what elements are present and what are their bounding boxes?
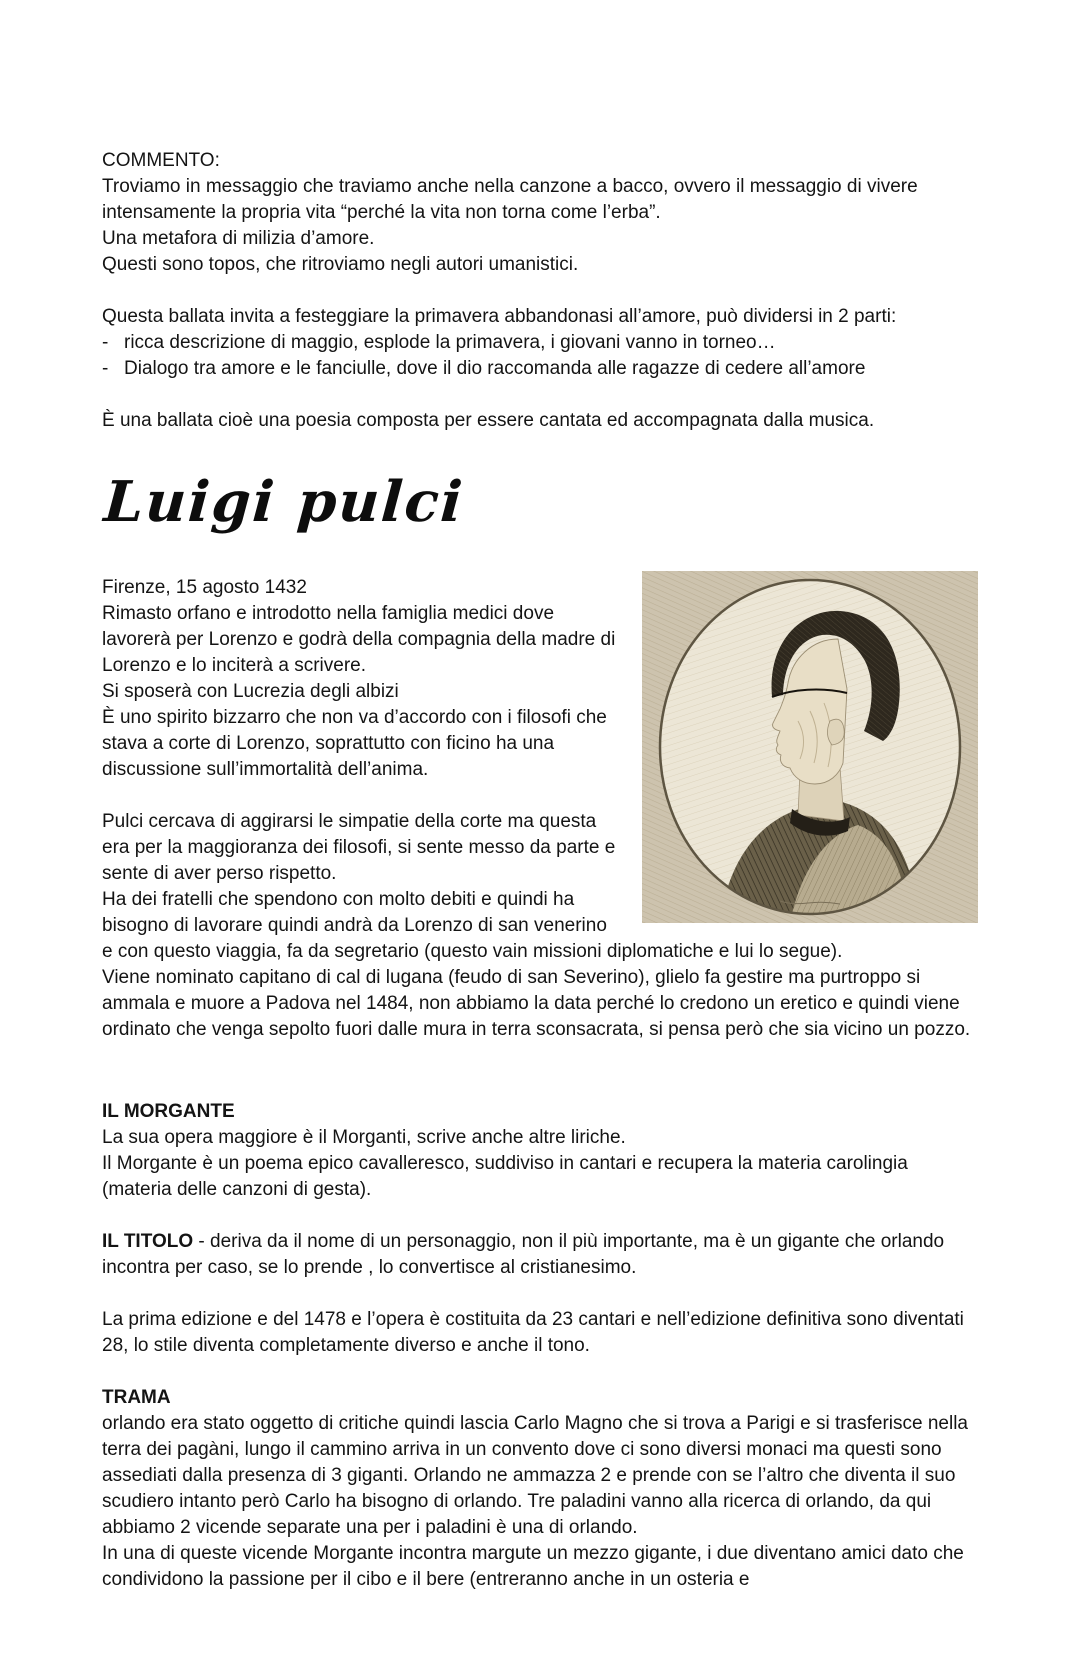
section-titolo [102,1229,978,1281]
list-item-text: Dialogo tra amore e le fanciulle, dove il dio raccomanda alle ragazze di cedere all’amore [124,357,866,379]
bio-paragraph: Viene nominato capitano di cal di lugana (feudo di san Severino), glielo fa gestire ma purtroppo si ammala e muore a Padova nel 1484, non abbiamo la data perché lo credono un eretico e quindi viene ordinato che venga sepolto fuori dalle mura in terra sconsacrata, si pensa però che sia vicino un pozzo. [102,967,971,1041]
commento-paragraph: Troviamo in messaggio che traviamo anche nella canzone a bacco, ovvero il messaggio di vivere intensamente la propria vita “perché la vita non torna come l’erba”. [102,175,918,223]
titolo-label: IL TITOLO [102,1231,194,1253]
morgante-paragraph: Il Morgante è un poema epico cavalleresco, suddiviso in cantari e recupera la materia carolingia (materia delle canzoni di gesta). [102,1153,908,1201]
spacer [102,1359,978,1385]
bio-paragraph: Rimasto orfano e introdotto nella famiglia medici dove lavorerà per Lorenzo e godrà della compagnia della madre di Lorenzo e lo inciterà a scrivere. [102,603,616,677]
commento-paragraph: È una ballata cioè una poesia composta per essere cantata ed accompagnata dalla musica. [102,409,875,431]
portrait-figure [642,571,978,923]
section-morgante [102,1099,978,1203]
spacer [102,382,978,408]
bullet-marker: - [102,331,109,353]
commento-paragraph: Questa ballata invita a festeggiare la primavera abbandonasi all’amore, può dividersi in 2 parti: [102,305,897,327]
bio-paragraph: Firenze, 15 agosto 1432 [102,577,307,599]
titolo-text: - deriva da il nome di un personaggio, non il più importante, ma è un gigante che orlando incontra per caso, se lo prende , lo convertisce al cristianesimo. [102,1231,945,1279]
list-item [102,330,978,356]
section-commento [102,148,978,434]
list-item-text: ricca descrizione di maggio, esplode la primavera, i giovani vanno in torneo… [124,331,776,353]
section-biography [102,575,978,1043]
bio-paragraph: È uno spirito bizzarro che non va d’accordo con i filosofi che stava a corte di Lorenzo, soprattutto con ficino ha una discussione sull’immortalità dell’anima. [102,707,607,781]
bio-paragraph: Pulci cercava di aggirarsi le simpatie della corte ma questa era per la maggioranza dei filosofi, si sente messo da parte e sente di aver perso rispetto. [102,811,616,885]
titolo-paragraph [102,1229,978,1281]
page-title: Luigi pulci [101,468,467,535]
bullet-marker: - [102,357,109,379]
trama-paragraph: orlando era stato oggetto di critiche quindi lascia Carlo Magno che si trova a Parigi e si trasferisce nella terra dei pagàni, lungo il cammino arriva in un convento dove ci sono diversi monaci ma questi sono assediati dalla presenza di 3 giganti. Orlando ne ammazza 2 e prende con se l’altro che diventa il suo scudiero intanto però Carlo ha bisogno di orlando. Tre paladini vanno alla ricerca di orlando, da qui abbiamo 2 vicende separate una per i paladini è una di orlando. [102,1413,969,1538]
section-edizione [102,1307,978,1359]
bio-paragraph: Si sposerà con Lucrezia degli albizi [102,681,399,703]
edizione-paragraph: La prima edizione e del 1478 e l’opera è costituita da 23 cantari e nell’edizione definitiva sono diventati 28, lo stile diventa completamente diverso e anche il tono. [102,1309,964,1357]
list-item [102,356,978,382]
section-trama [102,1385,978,1593]
spacer [102,1043,978,1099]
spacer [102,278,978,304]
trama-paragraph: In una di queste vicende Morgante incontra margute un mezzo gigante, i due diventano amici dato che condividono la passione per il cibo e il bere (entreranno anche in un osteria e [102,1542,964,1590]
portrait-image [642,571,978,923]
commento-paragraph: Questi sono topos, che ritroviamo negli autori umanistici. [102,253,579,275]
commento-heading: COMMENTO: [102,150,220,171]
trama-heading: TRAMA [102,1387,171,1409]
spacer [102,1281,978,1307]
commento-paragraph: Una metafora di milizia d’amore. [102,227,375,249]
bio-paragraph: Ha dei fratelli che spendono con molto debiti e quindi ha bisogno di lavorare quindi andrà da Lorenzo di san venerino e con questo viaggia, fa da segretario (questo vain missioni diplomatiche e lui lo segue). [102,889,843,963]
morgante-heading: IL MORGANTE [102,1101,235,1123]
spacer [102,1203,978,1229]
morgante-paragraph: La sua opera maggiore è il Morganti, scrive anche altre liriche. [102,1127,626,1149]
